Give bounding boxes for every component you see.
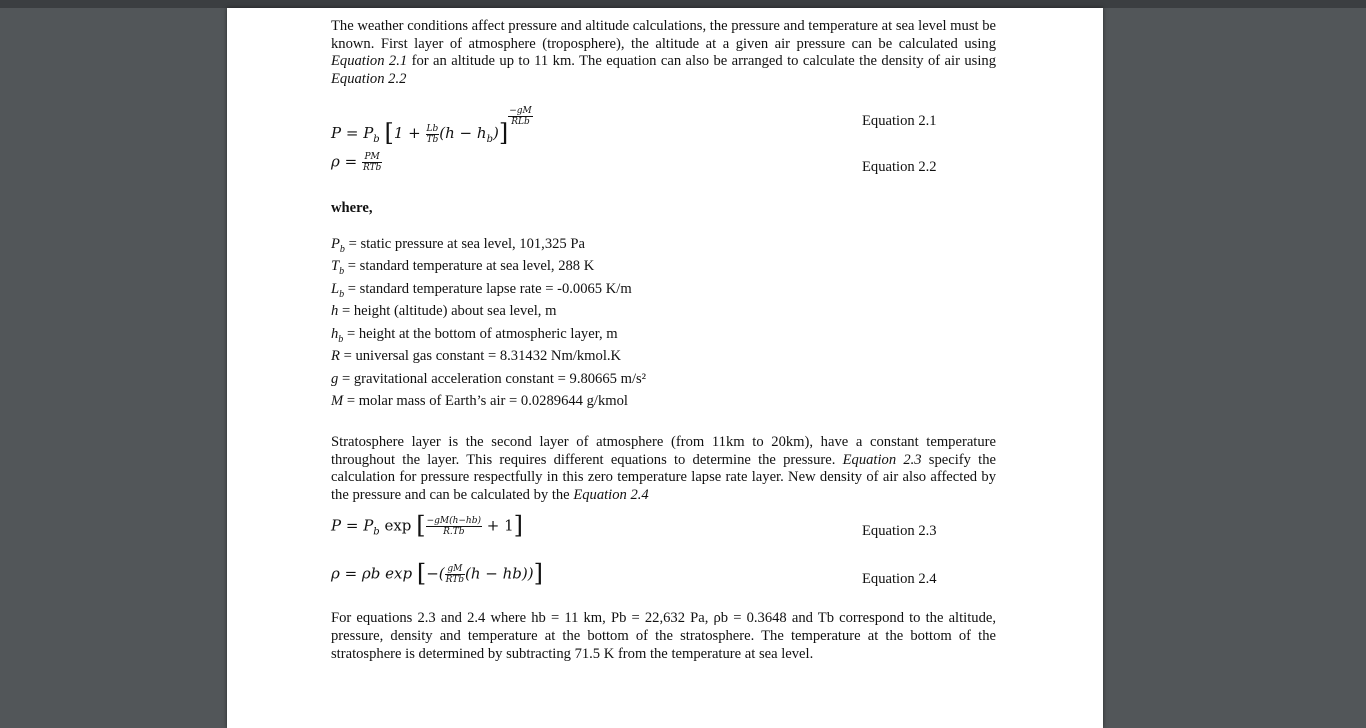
equation-2-1-label: Equation 2.1 [862,113,937,130]
equation-2-3-ref: Equation 2.3 [842,451,922,468]
where-heading: where, [331,200,373,217]
equation-2-2-label: Equation 2.2 [862,159,937,176]
definition-item: R = universal gas constant = 8.31432 Nm/kmol.K [331,348,622,365]
paragraph-stratosphere-values: For equations 2.3 and 2.4 where hb = 11 km, Pb = 22,632 Pa, ρb = 0.3648 and Tb correspond to the altitude, pressure, density and temperature at the bottom of the stratosphere. The temperature at the bottom of the stratosphere is determined by subtracting 71.5 K from the temperature at sea level. [331,610,996,662]
equation-2-3-label: Equation 2.3 [862,523,937,540]
definition-item: $T_b$ = standard temperature at sea level, 288 K [331,258,595,278]
definition-item: h = height (altitude) about sea level, m [331,303,557,320]
definition-item: $L_b$ = standard temperature lapse rate = -0.0065 K/m [331,280,632,300]
equation-2-4-ref: Equation 2.4 [573,486,649,503]
definition-item: M = molar mass of Earth’s air = 0.0289644 g/kmol [331,393,628,410]
equation-2-2-ref: Equation 2.2 [331,70,407,87]
document-page [227,8,1103,728]
equation-2-1: $P = P_b$ [1 + $\frac{Lb}{Tb}$ $(h - h_b)$] $\frac{-gM}{\text{RLb}}$ Equation 2.1 [331,106,937,148]
equation-2-3: $P = P_b$ exp [ $\frac{-gM(h-hb)}{R.Tb}$ + 1] Equation 2.3 [331,516,996,546]
paragraph-troposphere: The weather conditions affect pressure and altitude calculations, the pressure and temperature at sea level must be known. First layer of atmosphere (troposphere), the altitude at a given air pressure can be calculated using Equation 2.1 for an altitude up to 11 km. The equation can also be arranged to calculate the density of air using Equation 2.2 [331,18,996,87]
paragraph-stratosphere: Stratosphere layer is the second layer of atmosphere (from 11km to 20km), have a constant temperature throughout the layer. This requires different equations to determine the pressure. Equation 2.3 specify the calculation for pressure respectfully in this zero temperature lapse rate layer. New density of air also affected by the pressure and can be calculated by the Equation 2.4 [331,433,996,503]
equation-2-4-label: Equation 2.4 [862,571,937,588]
page-content [331,18,996,663]
definition-item: g = gravitational acceleration constant = 9.80665 m/s² [331,370,647,387]
definition-item: $P_b$ = static pressure at sea level, 101,325 Pa [331,235,585,255]
equation-2-1-ref: Equation 2.1 [331,53,408,70]
definitions-list [331,236,996,416]
equation-2-4: ρ = ρb exp [−( $\frac{gM}{\text{RTb}}$ (h − hb))] Equation 2.4 [331,564,996,594]
definition-item: $h_b$ = height at the bottom of atmospheric layer, m [331,325,618,345]
viewer-toolbar [0,0,1366,8]
equation-2-2: ρ = $\frac{PM}{\text{RTb}}$ Equation 2.2 [331,152,996,182]
